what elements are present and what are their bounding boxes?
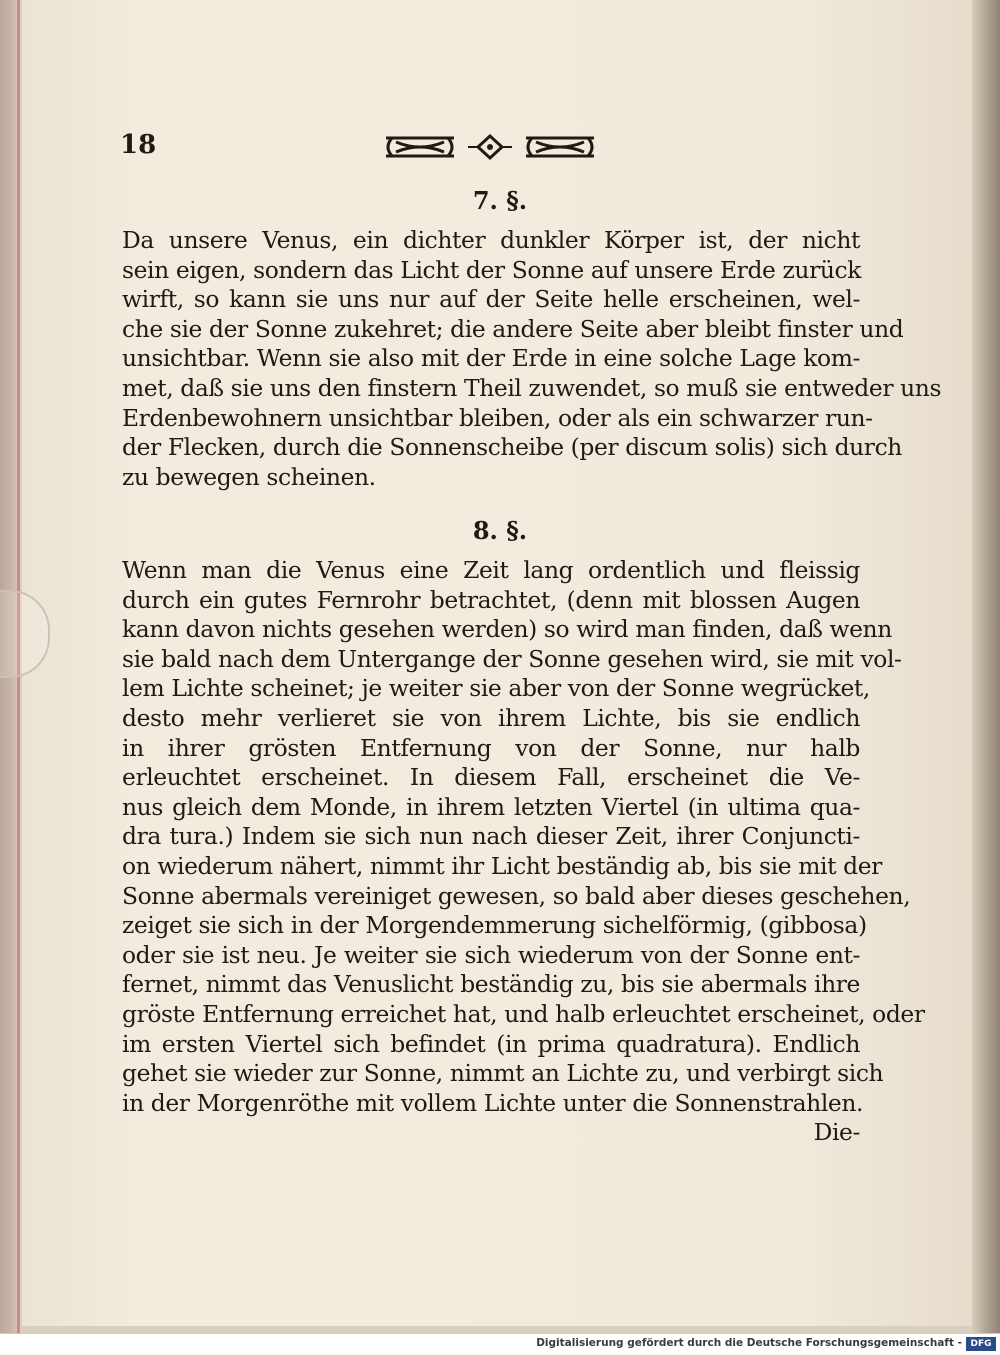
- text-line: Da unsere Venus, ein dichter dunkler Körper ist, der nicht: [122, 226, 860, 254]
- paragraph-section-7: [122, 226, 942, 492]
- text-line: lem Lichte scheinet; je weiter sie aber von der Sonne wegrücket,: [122, 674, 870, 703]
- text-line: dra tura.) Indem sie sich nun nach dieser Zeit, ihrer Conjuncti-: [122, 822, 860, 851]
- section-heading-7: 7. §.: [472, 186, 528, 215]
- catchword: Die-: [813, 1118, 860, 1147]
- text-line: desto mehr verlieret sie von ihrem Lichte, bis sie endlich: [122, 703, 860, 732]
- page-number: 18: [120, 130, 157, 160]
- page-header: [120, 128, 860, 168]
- text-line: in der Morgenröthe mit vollem Lichte unter die Sonnenstrahlen.: [122, 1088, 864, 1117]
- text-line: gehet sie wieder zur Sonne, nimmt an Lichte zu, und verbirgt sich: [122, 1059, 884, 1088]
- text-line: che sie der Sonne zukehret; die andere Seite aber bleibt finster und: [122, 314, 904, 343]
- text-line: Wenn man die Venus eine Zeit lang ordentlich und fleissig: [122, 556, 860, 584]
- text-line: fernet, nimmt das Venuslicht beständig zu, bis sie abermals ihre: [122, 970, 860, 999]
- funding-credit: Digitalisierung gefördert durch die Deutsche Forschungsgemeinschaft -: [536, 1337, 962, 1349]
- text-line: Erdenbewohnern unsichtbar bleiben, oder als ein schwarzer run-: [122, 403, 873, 432]
- paragraph-section-8: [122, 556, 925, 1148]
- text-line: on wiederum nähert, nimmt ihr Licht beständig ab, bis sie mit der: [122, 851, 882, 880]
- text-line: im ersten Viertel sich befindet (in prima quadratura). Endlich: [122, 1029, 860, 1058]
- text-line: zeiget sie sich in der Morgendemmerung sichelförmig, (gibbosa): [122, 911, 867, 940]
- text-line: sie bald nach dem Untergange der Sonne gesehen wird, sie mit vol-: [122, 644, 902, 673]
- dfg-logo-icon: DFG: [966, 1337, 996, 1351]
- text-line: met, daß sie uns den finstern Theil zuwendet, so muß sie entweder uns: [122, 373, 942, 402]
- text-line: erleuchtet erscheinet. In diesem Fall, erscheinet die Ve-: [122, 763, 860, 792]
- text-line: Sonne abermals vereiniget gewesen, so bald aber dieses geschehen,: [122, 881, 911, 910]
- text-line: zu bewegen scheinen.: [122, 462, 376, 491]
- text-line: in ihrer grösten Entfernung von der Sonne, nur halb: [122, 733, 860, 762]
- text-line: durch ein gutes Fernrohr betrachtet, (denn mit blossen Augen: [122, 585, 860, 614]
- text-line: kann davon nichts gesehen werden) so wird man finden, daß wenn: [122, 615, 892, 644]
- text-line: oder sie ist neu. Je weiter sie sich wiederum von der Sonne ent-: [122, 940, 860, 969]
- decorative-rule-ornament-icon: [382, 132, 598, 162]
- digitization-footer: [0, 1333, 1000, 1355]
- text-line: der Flecken, durch die Sonnenscheibe (per discum solis) sich durch: [122, 433, 902, 462]
- text-line: sein eigen, sondern das Licht der Sonne auf unsere Erde zurück: [122, 255, 862, 284]
- text-line: nus gleich dem Monde, in ihrem letzten Viertel (in ultima qua-: [122, 792, 860, 821]
- text-line: unsichtbar. Wenn sie also mit der Erde in eine solche Lage kom-: [122, 344, 860, 373]
- text-line: wirft, so kann sie uns nur auf der Seite helle erscheinen, wel-: [122, 285, 860, 314]
- text-line: gröste Entfernung erreichet hat, und halb erleuchtet erscheinet, oder: [122, 999, 925, 1028]
- section-heading-8: 8. §.: [472, 516, 528, 545]
